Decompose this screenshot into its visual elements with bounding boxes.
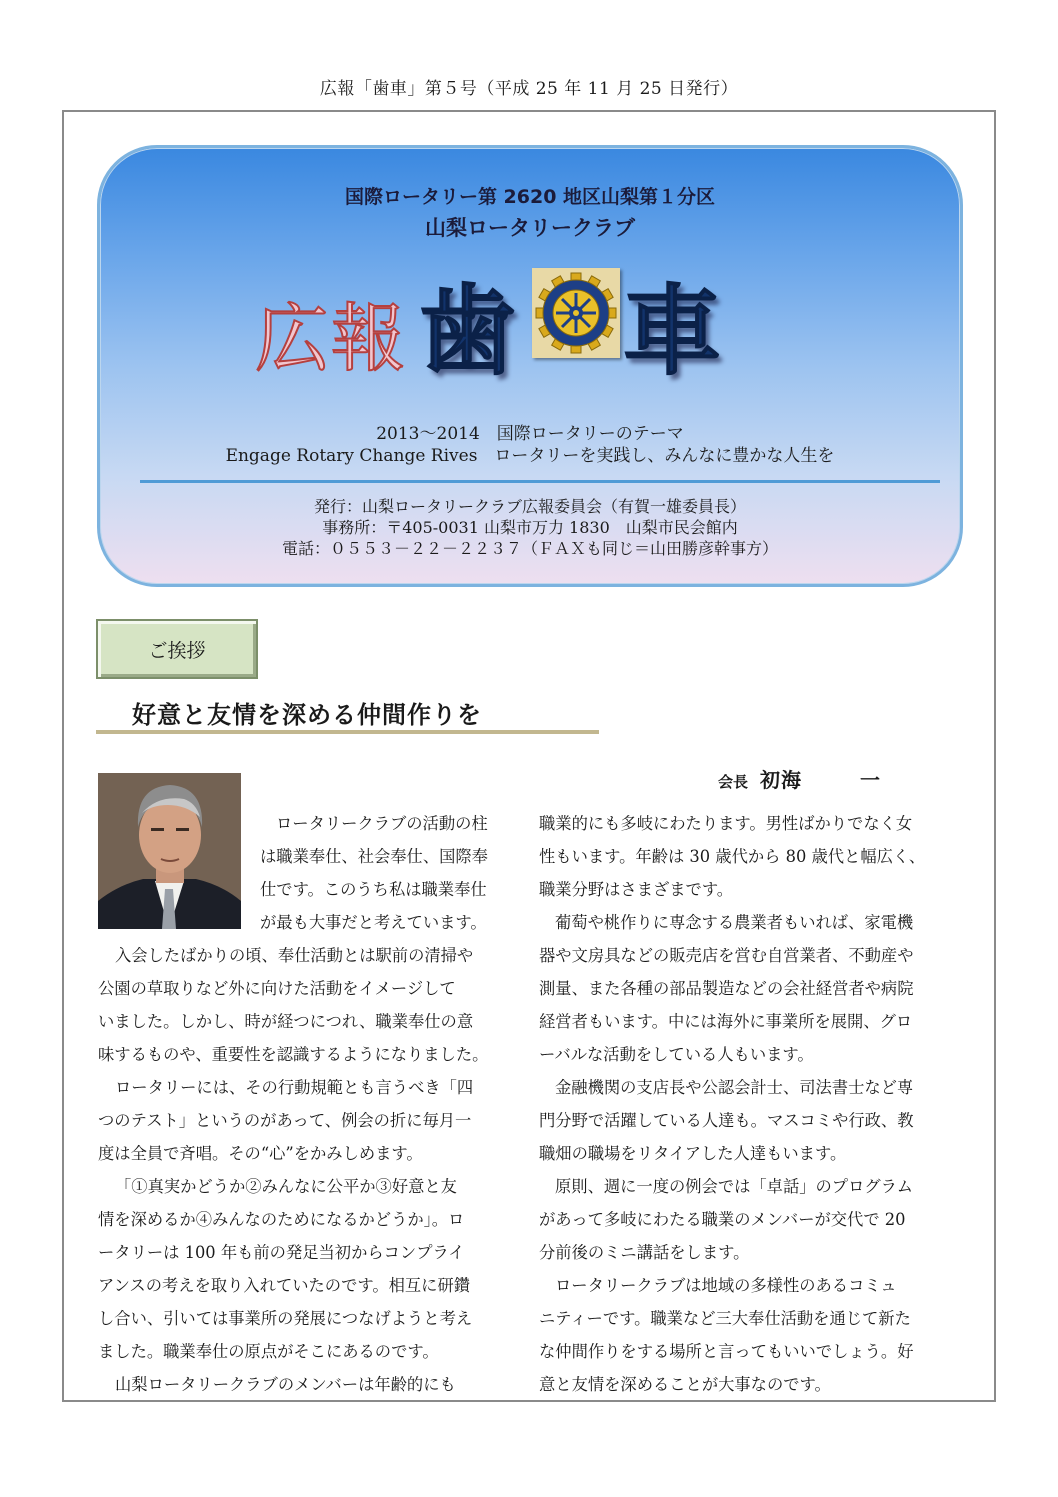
col1-line: 仕です。このうち私は職業奉仕 [260,880,487,899]
col2-line: 意と友情を深めることが大事なのです。 [539,1375,831,1394]
col1-line: 「①真実かどうか②みんなに公平か③好意と友 [115,1177,457,1196]
col2-line: 金融機関の支店長や公認会計士、司法書士など専 [555,1078,914,1097]
col2-line: 原則、週に一度の例会では「卓話」のプログラム [555,1177,914,1196]
headline-underline [96,730,599,734]
col1-line: アンスの考えを取り入れていたのです。相互に研鑽 [98,1276,471,1295]
col2-line: な仲間作りをする場所と言ってもいいでしょう。好 [539,1342,914,1361]
col2-line: 門分野で活躍している人達も。マスコミや行政、教 [539,1111,914,1130]
col1-line: が最も大事だと考えています。 [260,913,487,932]
banner-divider [140,480,940,483]
issue-line: 広報「歯車」第５号（平成 25 年 11 月 25 日発行） [319,79,739,99]
theme-text: Engage Rotary Change Rives ロータリーを実践し、みんなに豊かな人生を [225,446,835,466]
col1-line: 情を深めるか④みんなのためになるかどうか」。ロ [98,1210,465,1229]
col2-line: 職畑の職場をリタイアした人達もいます。 [539,1144,847,1163]
masthead-banner [97,145,963,587]
col1-line: いました。しかし、時が経つにつれ、職業奉仕の意 [98,1012,474,1031]
section-label-text: ご挨拶 [148,639,206,662]
col2-line: があって多岐にわたる職業のメンバーが交代で 20 [539,1210,906,1229]
col2-line: 葡萄や桃作りに専念する農業者もいれば、家電機 [555,913,914,932]
col1-line: 公園の草取りなど外に向けた活動をイメージして [98,979,456,998]
col1-line: ました。職業奉仕の原点がそこにあるのです。 [98,1342,439,1361]
author-name-given: 一 [860,768,881,792]
col1-line: は職業奉仕、社会奉仕、国際奉 [260,847,488,866]
col1-line: ロータリーには、その行動規範とも言うべき「四 [115,1078,474,1097]
col1-line: 入会したばかりの頃、奉仕活動とは駅前の清掃や [115,946,474,965]
title-koho: 広報 [255,296,407,382]
title-sha: 車 [623,274,722,389]
article-author [718,764,880,793]
section-label-greeting [96,619,258,679]
col2-line: ーバルな活動をしている人もいます。 [539,1045,814,1064]
col1-line: ロータリークラブの活動の柱 [276,814,488,833]
col1-line: つのテスト」というのがあって、例会の折に毎月一 [98,1111,472,1130]
publisher-line: 発行：山梨ロータリークラブ広報委員会（有賀一雄委員長） [313,497,746,516]
col2-line: 性もいます。年齢は 30 歳代から 80 歳代と幅広く、 [539,847,926,866]
col2-line: 職業的にも多岐にわたります。男性ばかりでなく女 [539,814,913,833]
office-line: 事務所：〒405-0031 山梨市万力 1830 山梨市民会館内 [322,518,738,537]
col2-line: 器や文房具などの販売店を営む自営業者、不動産や [539,946,914,965]
title-ha: 歯 [418,274,517,389]
col2-line: ニティーです。職業など三大奉仕活動を通じて新た [539,1309,911,1328]
col1-line: 山梨ロータリークラブのメンバーは年齢的にも [115,1375,456,1394]
author-role: 会長 [718,773,749,791]
col2-line: 経営者もいます。中には海外に事業所を展開、グロ [539,1012,913,1031]
col2-line: 職業分野はさまざまです。 [539,880,734,899]
theme-year: 2013～2014 国際ロータリーのテーマ [376,424,684,444]
col1-line: 度は全員で斉唱。その“心”をかみしめます。 [98,1144,423,1163]
club-name: 山梨ロータリークラブ [425,216,635,240]
col1-line: ータリーは 100 年も前の発足当初からコンプライ [98,1243,465,1262]
col1-line: 味するものや、重要性を認識するようになりました。 [98,1045,489,1064]
col2-line: ロータリークラブは地域の多様性のあるコミュ [555,1276,897,1295]
president-portrait [98,773,241,929]
article-headline: 好意と友情を深める仲間作りを [132,701,482,729]
phone-line: 電話：０５５３－２２－２２３７（ＦＡＸも同じ＝山田勝彦幹事方） [281,539,778,558]
col2-line: 測量、また各種の部品製造などの会社経営者や病院 [539,979,914,998]
col1-line: し合い、引いては事業所の発展につなげようと考え [98,1309,473,1328]
rotary-wheel-logo [532,268,620,358]
col2-line: 分前後のミニ講話をします。 [539,1243,750,1262]
author-name: 初海 [760,768,803,792]
district-label: 国際ロータリー第 2620 地区山梨第１分区 [344,186,716,208]
